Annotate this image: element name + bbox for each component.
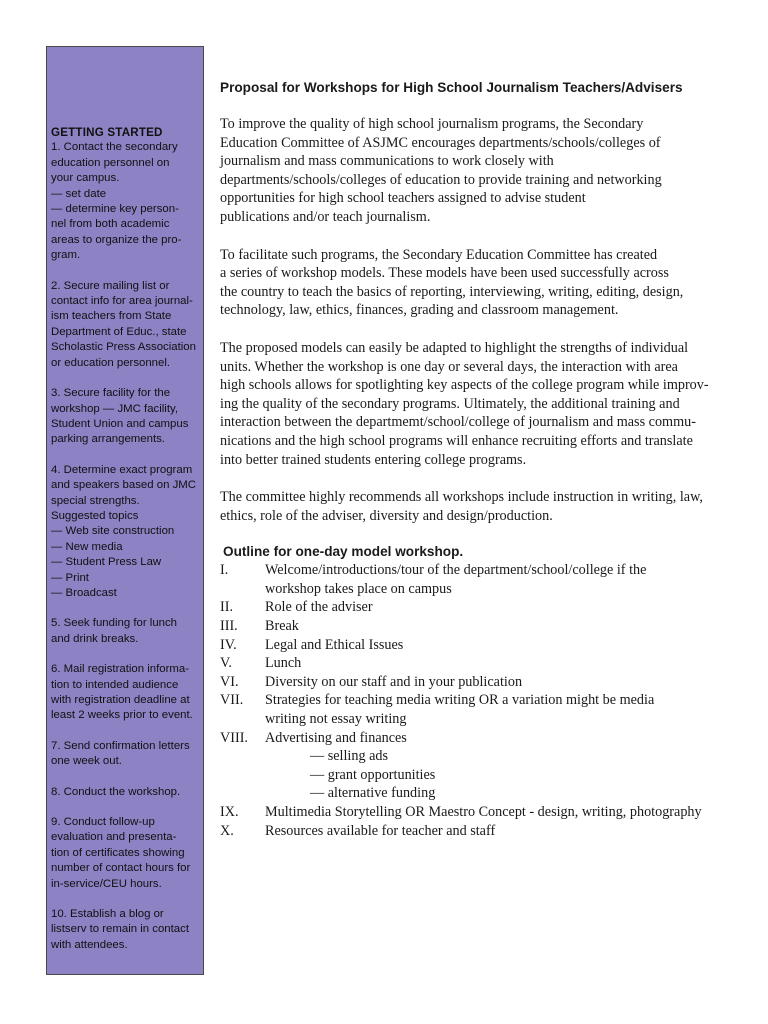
step-6	[51, 662, 199, 724]
step-2	[51, 279, 199, 371]
outline-number: X.	[220, 822, 234, 839]
step-4	[51, 463, 199, 602]
step-7	[51, 739, 199, 770]
outline-number: IV.	[220, 636, 237, 653]
sidebar-heading: GETTING STARTED	[51, 126, 163, 139]
step-text: 9. Conduct follow-up evaluation and presenta- tion of certificates showing number of contact hours for in-service/CEU hours.	[51, 816, 191, 890]
step-text: 7. Send confirmation letters one week out.	[51, 739, 190, 768]
outline-item	[220, 636, 735, 655]
outline-text: Diversity on our staff and in your publication	[265, 673, 523, 690]
outline-number: V.	[220, 655, 232, 672]
outline-item	[220, 803, 735, 822]
outline-item	[220, 729, 735, 748]
outline-item	[220, 617, 735, 636]
outline-number: III.	[220, 618, 238, 635]
step-text: 4. Determine exact program and speakers based on JMC special strengths. Suggested topics — Web site construction — New media — Student Press Law — Print — Broadcast	[51, 463, 196, 599]
step-3	[51, 386, 199, 448]
proposal-body	[220, 80, 735, 840]
outline-text: Multimedia Storytelling OR Maestro Concept - design, writing, photography	[265, 804, 702, 820]
getting-started-sidebar	[46, 46, 204, 975]
step-text: 10. Establish a blog or listserv to remain in contact with attendees.	[51, 908, 190, 951]
step-9	[51, 815, 199, 892]
step-8	[51, 785, 199, 800]
paragraph-adaptation: The proposed models can easily be adapted to highlight the strengths of individual units. Whether the workshop is one day or several days, the interaction with area high schools allows for spotlighting key aspects of the college program while improv- ing the quality of the secondary programs. Ultimately, the additional training and interaction between the departmemt/school/college of journalism and mass commu- nications and the high school programs will enhance recruiting efforts and translate into better trained students entering college programs.	[220, 339, 709, 468]
step-5	[51, 616, 199, 647]
outline-text: Strategies for teaching media writing OR a variation might be media writing not essay writing	[265, 692, 655, 728]
outline-text: Advertising and finances	[265, 729, 407, 746]
outline-number: VI.	[220, 673, 239, 690]
paragraph-recommendation: The committee highly recommends all workshops include instruction in writing, law, ethics, role of the adviser, diversity and design/production.	[220, 489, 703, 524]
outline-item	[220, 822, 735, 841]
document-title: Proposal for Workshops for High School Journalism Teachers/Advisers	[220, 80, 683, 95]
outline-subitem: — selling ads	[310, 748, 389, 765]
step-1	[51, 140, 199, 263]
step-text: 3. Secure facility for the workshop — JMC facility, Student Union and campus parking arrangements.	[51, 387, 189, 446]
outline-subitem: — grant opportunities	[310, 766, 436, 783]
step-text: 1. Contact the secondary education personnel on your campus. — set date — determine key person- nel from both academic areas to organize the pro- gram.	[51, 141, 182, 262]
outline-number: VIII.	[220, 729, 248, 746]
outline-item	[220, 598, 735, 617]
outline-text: Legal and Ethical Issues	[265, 636, 404, 653]
workshop-outline	[220, 561, 735, 840]
step-10	[51, 907, 199, 953]
step-text: 5. Seek funding for lunch and drink breaks.	[51, 617, 178, 645]
outline-number: VII.	[220, 692, 244, 709]
outline-text: Welcome/introductions/tour of the department/school/college if the workshop takes place on campus	[265, 562, 647, 597]
outline-number: II.	[220, 599, 233, 616]
outline-number: I.	[220, 562, 229, 579]
outline-title: Outline for one-day model workshop.	[223, 544, 464, 560]
paragraph-intro: To improve the quality of high school journalism programs, the Secondary Education Committee of ASJMC encourages departments/schools/colleges of journalism and mass communications to work closely with departments/schools/colleges of education to provide training and networking opportunities for high school teachers assigned to advise student publications and/or teach journalism.	[220, 116, 662, 225]
step-text: 8. Conduct the workshop.	[51, 785, 181, 798]
outline-item	[220, 654, 735, 673]
outline-text: Role of the adviser	[265, 599, 373, 616]
outline-text: Lunch	[265, 655, 302, 672]
outline-subitem: — alternative funding	[310, 785, 436, 802]
outline-item	[220, 561, 735, 598]
outline-text: Break	[265, 618, 299, 635]
step-text: 2. Secure mailing list or contact info for area journal- ism teachers from State Department of Educ., state Scholastic Press Association or education personnel.	[51, 279, 196, 369]
outline-number: IX.	[220, 804, 239, 820]
outline-item	[220, 673, 735, 692]
step-text: 6. Mail registration informa- tion to intended audience with registration deadline at least 2 weeks prior to event.	[51, 663, 193, 722]
outline-item	[220, 691, 735, 728]
paragraph-models: To facilitate such programs, the Secondary Education Committee has created a series of workshop models. These models have been used successfully across the country to teach the basics of reporting, interviewing, writing, editing, design, technology, law, ethics, finances, grading and classroom management.	[220, 246, 684, 319]
outline-text: Resources available for teacher and staff	[265, 822, 496, 839]
